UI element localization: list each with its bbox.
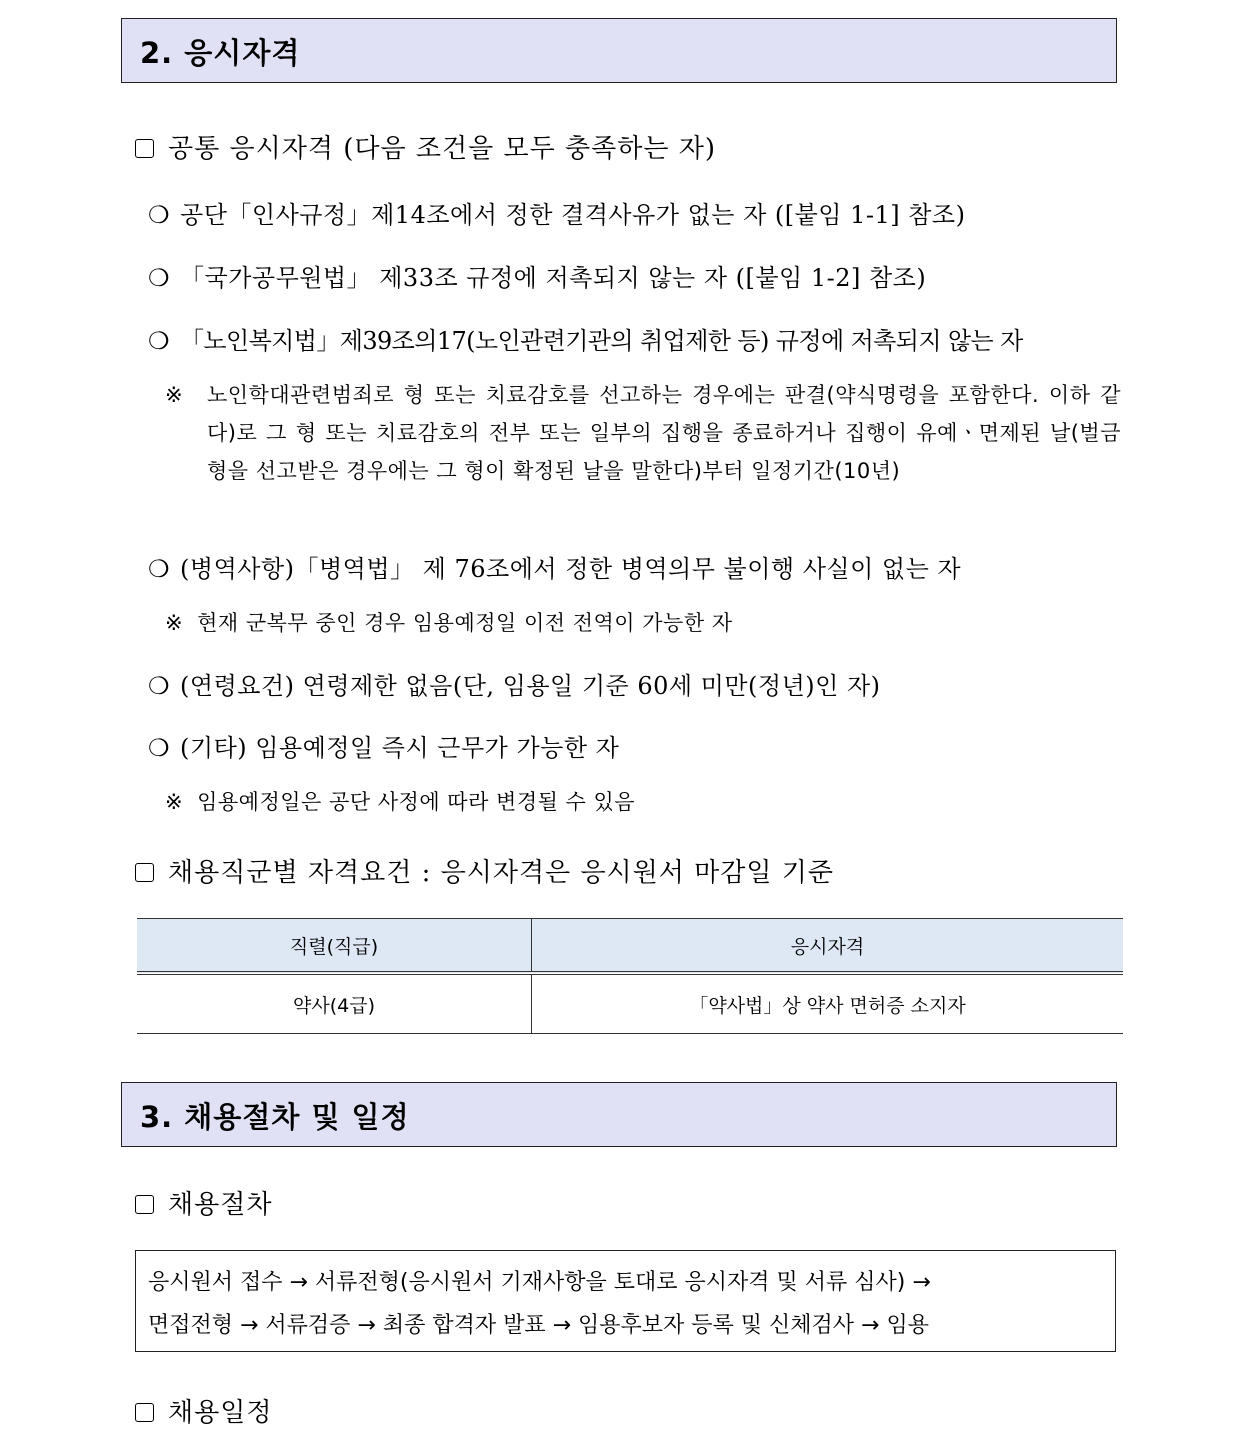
reference-mark-icon: ※ [165,383,184,407]
bullet-text: 「노인복지법」제39조의17(노인관련기관의 취업제한 등) 규정에 저촉되지 않는 자 [180,327,1023,355]
table-cell-position: 약사(4급) [137,973,532,1034]
common-qualification-label: 공통 응시자격 (다음 조건을 모두 충족하는 자) [168,134,716,164]
note-text: 현재 군복무 중인 경우 임용예정일 이전 전역이 가능한 자 [197,611,733,635]
section-2-header [121,18,1117,83]
table-cell-qualification: 「약사법」상 약사 면허증 소지자 [532,973,1124,1034]
job-qualification-heading [135,852,834,889]
checkbox-square-icon [135,1403,154,1422]
bullet-item-1 [148,195,965,230]
circle-bullet-icon: ❍ [148,555,171,583]
checkbox-square-icon [135,139,154,158]
circle-bullet-icon: ❍ [148,264,171,292]
note-text: 임용예정일은 공단 사정에 따라 변경될 수 있음 [197,790,636,814]
column-header-position: 직렬(직급) [137,919,532,974]
bullet-item-3 [148,321,1023,356]
schedule-label: 채용일정 [168,1398,273,1428]
procedure-line-2: 면접전형 → 서류검증 → 최종 합격자 발표 → 임용후보자 등록 및 신체검사 → 임용 [148,1313,929,1338]
common-qualification-heading [135,128,716,165]
bullet-item-4 [148,549,961,584]
section-2-title: 2. 응시자격 [140,36,301,70]
bullet-text: (병역사항)「병역법」 제 76조에서 정한 병역의무 불이행 사실이 없는 자 [180,555,962,583]
schedule-change-note [165,786,635,816]
bullet-text: 「국가공무원법」 제33조 규정에 저촉되지 않는 자 ([붙임 1-2] 참조) [180,264,927,292]
circle-bullet-icon: ❍ [148,734,171,762]
procedure-box [135,1250,1116,1352]
bullet-item-2 [148,258,926,293]
procedure-heading [135,1184,272,1221]
checkbox-square-icon [135,1195,154,1214]
procedure-label: 채용절차 [168,1190,273,1220]
bullet-text: (연령요건) 연령제한 없음(단, 임용일 기준 60세 미만(정년)인 자) [180,672,881,700]
bullet-text: 공단「인사규정」제14조에서 정한 결격사유가 없는 자 ([붙임 1-1] 참조) [180,201,966,229]
qualification-table [137,918,1123,1034]
military-note [165,607,733,637]
circle-bullet-icon: ❍ [148,327,171,355]
section-3-header [121,1082,1117,1147]
section-3-title: 3. 채용절차 및 일정 [140,1100,410,1134]
schedule-heading [135,1392,272,1429]
reference-mark-icon: ※ [165,611,184,635]
procedure-line-1: 응시원서 접수 → 서류전형(응시원서 기재사항을 토대로 응시자격 및 서류 심사) → [148,1270,931,1295]
circle-bullet-icon: ❍ [148,672,171,700]
job-qualification-label: 채용직군별 자격요건 : 응시자격은 응시원서 마감일 기준 [168,858,835,888]
reference-mark-icon: ※ [165,790,184,814]
bullet-item-5 [148,666,881,701]
checkbox-square-icon [135,863,154,882]
table-row [137,973,1123,1034]
circle-bullet-icon: ❍ [148,201,171,229]
note-text: 노인학대관련범죄로 형 또는 치료감호를 선고하는 경우에는 판결(약식명령을 포함한다. 이하 같다)로 그 형 또는 치료감호의 전부 또는 일부의 집행을 종료하거나 집행이 유예ㆍ면제된 날(벌금형을 선고받은 경우에는 그 형이 확정된 날을 말한다)부터 일정기간(10년) [207,383,1121,483]
table-header-row [137,919,1123,974]
bullet-item-6 [148,728,619,763]
column-header-qualification: 응시자격 [532,919,1124,974]
bullet-text: (기타) 임용예정일 즉시 근무가 가능한 자 [180,734,620,762]
